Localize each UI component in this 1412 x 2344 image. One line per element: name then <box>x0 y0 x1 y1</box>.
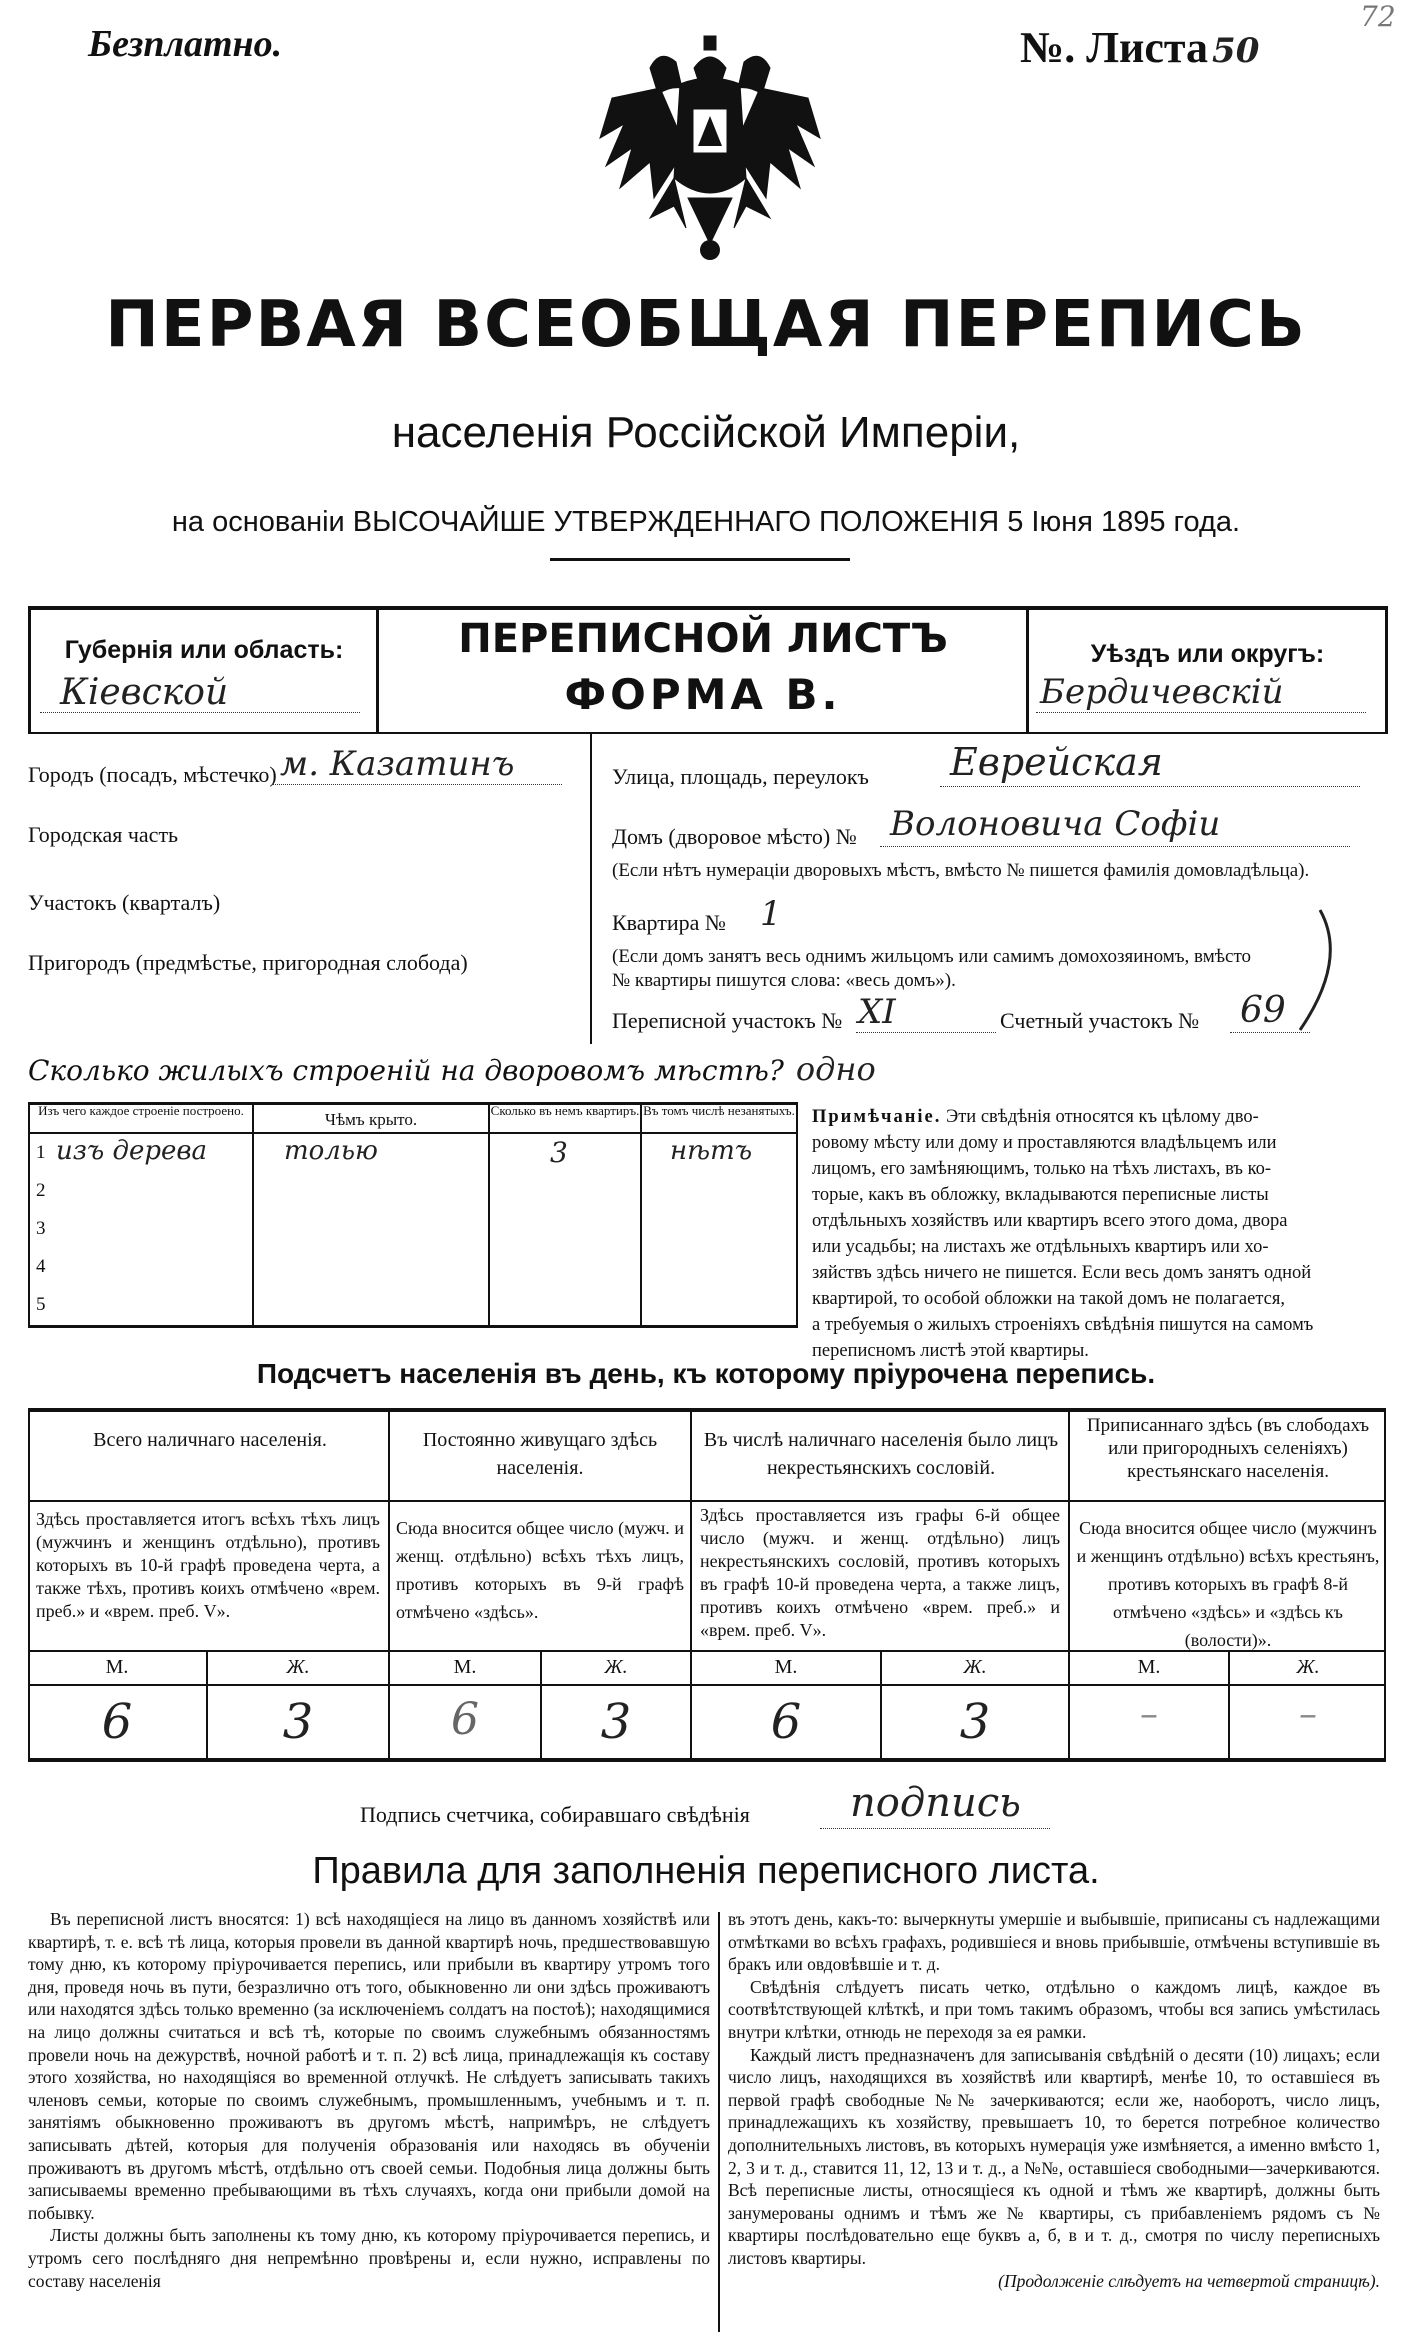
note-line: а требуемыя о жилыхъ строеніяхъ свѣдѣнія пишутся на самомъ <box>812 1315 1314 1335</box>
buildings-rows <box>30 1136 798 1326</box>
sheet-number-value: 50 <box>1212 31 1260 71</box>
form-head-divider-right <box>1026 606 1029 734</box>
sheet-number-label: №. Листа <box>1020 23 1209 72</box>
population-title: Подсчетъ населенія въ день, къ которому пріурочена перепись. <box>256 1358 1156 1389</box>
m-label-4: М. <box>1137 1656 1161 1678</box>
address-divider <box>590 734 592 1044</box>
buildings-header-rule <box>28 1132 798 1134</box>
uezd-value: Бердичевскій <box>1040 672 1284 712</box>
m-label-2: М. <box>453 1656 477 1678</box>
form-head-top-rule <box>28 606 1388 610</box>
city-part-label: Городская часть <box>28 822 179 847</box>
row-empty: нѣтъ <box>670 1136 753 1166</box>
f-label-1: Ж. <box>286 1656 310 1678</box>
form-head-bottom-rule <box>28 732 1388 734</box>
city-label: Городъ (посадъ, мѣстечко) <box>28 762 277 787</box>
census-subtitle: населенія Россійской Имперіи, <box>391 408 1021 457</box>
m-label-1: М. <box>105 1656 129 1678</box>
pen-curve-mark <box>1280 900 1350 1040</box>
census-district-label: Переписной участокъ № <box>612 1008 843 1033</box>
suburb-label: Пригородъ (предмѣстье, пригородная слобода) <box>28 950 468 975</box>
flat-note-1: (Если домъ занятъ весь однимъ жильцомъ или самимъ домохозяиномъ, вмѣсто <box>612 946 1252 967</box>
buildings-head-empty: Въ томъ числѣ незанятыхъ. <box>643 1103 795 1118</box>
form-title: ПЕРЕПИСНОЙ ЛИСТЪ <box>458 616 948 662</box>
rules-paragraph: Въ переписной листъ вносятся: 1) всѣ находящіеся на лицо въ данномъ хозяйствѣ или квартирѣ, т. е. всѣ тѣ лица, которыя провели въ данной квартирѣ ночь, предшествовавшую тому дню, къ которому пріурочивается перепись, или прибыли въ квартиру утромъ того дня, проведя ночь въ пути, безразлично отъ того, обыкновенно ли они здѣсь проживаютъ или находятся здѣсь только временно (за исключеніемъ солдатъ на постоѣ); находящимися на лицо должны считаться и всѣ тѣ, которые по своимъ служебнымъ обязанностямъ провели ночь на дежурствѣ, ночной работѣ и т. п. 2) всѣ лица, принадлежащія къ составу этого хозяйства, но находящіяся во временной отлучкѣ. Не слѣдуетъ записывать такихъ членовъ семьи, которые по своимъ служебнымъ, промышленнымъ, учебнымъ и т. п. занятіямъ обыкновенно проживаютъ въ другомъ мѣстѣ, напримѣръ, не слѣдуетъ записывать дѣтей, которыя для полученія образованія или находясь въ обученіи проживаютъ въ другомъ мѣстѣ, отдѣльно отъ своей семьи. Подобныя лица должны быть записываемы временно пребывающими въ тѣхъ случаяхъ, когда они прибыли домой на побывку. <box>28 1909 710 2223</box>
house-line <box>880 846 1350 847</box>
table-row <box>30 1288 798 1326</box>
rules-paragraph: Каждый листъ предназначенъ для записыванія свѣдѣній о десяти (10) лицахъ; если число лицъ, находящихся въ хозяйствѣ или квартирѣ, менѣе 10, то оставшіеся въ первой графѣ свободные №№ зачеркиваются; если же, наоборотъ, число лицъ, принадлежащихъ къ хозяйству, превышаетъ 10, то берется потребное количество дополнительныхъ листовъ, въ которыхъ нумерація уже измѣняется, а именно вмѣсто 1, 2, 3 и т. д., ставится 11, 12, 13 и т. д., а №№, оставшіеся свободными—зачеркиваются. Всѣ переписные листы, относящіеся къ одной и тѣмъ же квартирѣ, должны быть занумерованы однимъ и тѣмъ же № квартиры, съ прибавленіемъ рядомъ съ № квартиры послѣдовательно еще буквъ а, б, в и т. д., смотря по числу переписныхъ листовъ квартиры. <box>728 2044 1380 2268</box>
row-roof: толью <box>284 1136 378 1166</box>
f-label-4: Ж. <box>1296 1656 1320 1678</box>
gubernia-line <box>40 712 360 713</box>
form-letter: ФОРМА В. <box>564 670 842 719</box>
signature-value: подпись <box>850 1780 1021 1826</box>
census-basis: на основаніи ВЫСОЧАЙШЕ УТВЕРЖДЕННАГО ПОЛОЖЕНІЯ 5 Іюня 1895 года. <box>171 506 1241 538</box>
buildings-head-material: Изъ чего каждое строеніе построено. <box>38 1103 244 1118</box>
city-value: м. Казатинъ <box>280 744 515 784</box>
corner-mark: 72 <box>1360 0 1396 33</box>
census-title: ПЕРВАЯ ВСЕОБЩАЯ ПЕРЕПИСЬ <box>105 288 1307 362</box>
form-head-right-edge <box>1385 606 1388 734</box>
pop-head-permanent: Постоянно живущаго здѣсь населенія. <box>422 1429 658 1479</box>
sheet-number <box>1020 22 1259 73</box>
row-flats: 3 <box>550 1136 568 1169</box>
nonpeasant-m-value: 6 <box>770 1694 802 1750</box>
peasant-m-value: – <box>1140 1694 1158 1735</box>
note-line: торые, какъ въ обложку, вкладываются переписные листы <box>812 1185 1269 1205</box>
row-material: изъ дерева <box>56 1136 208 1166</box>
buildings-question <box>28 1050 876 1088</box>
row-number: 5 <box>36 1294 46 1315</box>
row-number: 4 <box>36 1256 46 1277</box>
street-line <box>940 786 1360 787</box>
table-row <box>30 1250 798 1288</box>
rules-paragraph: Свѣдѣнія слѣдуетъ писать четко, отдѣльно о каждомъ лицѣ, каждое въ соотвѣтствующей клѣткѣ, и при томъ такимъ образомъ, чтобы вся запись умѣстилась внутри клѣтки, отнюдь не переходя за ея рамки. <box>728 1976 1380 2042</box>
uezd-line <box>1036 712 1366 713</box>
note-line: Примѣчаніе. Эти свѣдѣнія относятся къ цѣлому дво- <box>812 1107 1259 1127</box>
permanent-m-value: 6 <box>451 1694 479 1745</box>
table-row <box>30 1136 798 1174</box>
rules-title: Правила для заполненія переписного листа. <box>312 1850 1100 1892</box>
note-line: отдѣльныхъ хозяйствъ или квартиръ всего этого дома, двора <box>812 1211 1288 1231</box>
note-line: или усадьбы; на листахъ же отдѣльныхъ квартиръ или хо- <box>812 1237 1269 1257</box>
rules-continued: (Продолженіе слѣдуетъ на четвертой страницѣ). <box>998 2270 1380 2291</box>
house-value: Волоновича Софіи <box>890 804 1221 844</box>
pop-head-nonpeasant: Въ числѣ наличнаго населенія было лицъ некрестьянскихъ сословій. <box>703 1429 1059 1479</box>
buildings-note <box>812 1104 1380 1364</box>
row-number: 2 <box>36 1180 46 1201</box>
counting-district-label: Счетный участокъ № <box>1000 1008 1200 1033</box>
form-head-divider-left <box>376 606 379 734</box>
pop-head-total: Всего наличнаго населенія. <box>93 1429 327 1451</box>
note-line: квартирой, то особой обложки на такой домъ не полагается, <box>812 1289 1285 1309</box>
city-line <box>272 784 562 785</box>
buildings-head-flats: Сколько въ немъ квартиръ. <box>490 1103 640 1118</box>
buildings-head-roof: Чѣмъ крыто. <box>324 1110 418 1129</box>
note-line: лицомъ, его замѣняющимъ, только на тѣхъ листахъ, въ ко- <box>812 1159 1272 1179</box>
separator <box>550 558 850 561</box>
pop-desc-permanent: Сюда вносится общее число (мужч. и женщ. отдѣльно) всѣхъ тѣхъ лицъ, противъ которыхъ въ 9-й графѣ отмѣчено «здѣсь». <box>396 1518 684 1622</box>
note-line: ровому мѣсту или дому и проставляются владѣльцемъ или <box>812 1133 1277 1153</box>
nonpeasant-f-value: 3 <box>959 1694 991 1750</box>
street-label: Улица, площадь, переулокъ <box>612 764 869 789</box>
f-label-3: Ж. <box>963 1656 987 1678</box>
rules-right-column <box>728 1908 1380 2292</box>
total-m-value: 6 <box>101 1694 133 1750</box>
pop-head-rule <box>28 1500 1386 1502</box>
form-head-left-edge <box>28 606 31 734</box>
street-value: Еврейская <box>950 740 1163 784</box>
rules-paragraph: Листы должны быть заполнены къ тому дню, къ которому пріурочивается перепись, и утромъ сего послѣдняго дня непремѣнно провѣрены и, если нужно, исправлены по составу населенія <box>28 2225 710 2291</box>
imperial-eagle-emblem <box>590 28 830 263</box>
pop-head-peasant: Приписаннаго здѣсь (въ слободахъ или пригородныхъ селеніяхъ) крестьянскаго населенія. <box>1086 1415 1370 1482</box>
rules-left-column <box>28 1908 710 2292</box>
note-head: Примѣчаніе. <box>812 1107 942 1127</box>
table-row <box>30 1212 798 1250</box>
uezd-label: Уѣздъ или округъ: <box>1090 640 1325 668</box>
table-row <box>30 1174 798 1212</box>
pop-desc-peasant: Сюда вносится общее число (мужчинъ и женщинъ отдѣльно) всѣхъ крестьянъ, противъ которыхъ въ графѣ 8-й отмѣчено «здѣсь» и «здѣсь къ (волости)». <box>1076 1518 1380 1650</box>
census-district-line <box>856 1032 996 1033</box>
flat-label: Квартира № <box>612 910 726 935</box>
rules-paragraph: въ этотъ день, какъ-то: вычеркнуты умершіе и выбывшіе, приписаны съ надлежащими отмѣтками во всѣхъ графахъ, родившіеся и вновь прибывшіе, отмѣчены вступившіе въ бракъ или овдовѣвшіе и т. д. <box>728 1909 1380 1975</box>
buildings-question-text: Сколько жилыхъ строеній на дворовомъ мѣстѣ? <box>28 1054 784 1087</box>
counting-district-value: 69 <box>1240 990 1286 1031</box>
pop-desc-total: Здѣсь проставляется итогъ всѣхъ тѣхъ лицъ (мужчинъ и женщинъ отдѣльно), противъ которыхъ въ 10-й графѣ проведена черта, а также тѣхъ, противъ коихъ отмѣчено «врем. преб.» и «врем. преб. V». <box>36 1509 380 1621</box>
f-label-2: Ж. <box>604 1656 628 1678</box>
flat-value: 1 <box>760 894 782 934</box>
row-number: 1 <box>36 1142 46 1163</box>
rules-divider <box>718 1912 720 2332</box>
pop-mf-rule <box>28 1684 1386 1686</box>
free-label: Безплатно. <box>88 23 283 65</box>
note-line: зяйствъ здѣсь ничего не пишется. Если весь домъ занятъ одной <box>812 1263 1312 1283</box>
total-f-value: 3 <box>282 1694 314 1750</box>
row-number: 3 <box>36 1218 46 1239</box>
gubernia-value: Кіевской <box>60 672 229 713</box>
house-note: (Если нѣтъ нумераціи дворовыхъ мѣстъ, вмѣсто № пишется фамилія домовладѣльца). <box>612 860 1310 881</box>
permanent-f-value: 3 <box>600 1694 632 1750</box>
census-district-value: XI <box>858 992 896 1032</box>
gubernia-label: Губернія или область: <box>64 636 344 664</box>
flat-note-2: № квартиры пишутся слова: «весь домъ»). <box>612 970 956 991</box>
signature-line <box>820 1828 1050 1829</box>
buildings-answer: одно <box>795 1050 876 1088</box>
district-label: Участокъ (кварталъ) <box>28 890 221 915</box>
note-line: переписномъ листѣ этой квартиры. <box>812 1341 1089 1361</box>
m-label-3: М. <box>774 1656 798 1678</box>
peasant-f-value: – <box>1299 1694 1317 1735</box>
pop-desc-nonpeasant: Здѣсь проставляется изъ графы 6-й общее число (мужч. и женщ. отдѣльно) лицъ некрестьянскихъ сословій, противъ которыхъ въ графѣ 10-й проведена черта, а также лицъ, противъ коихъ отмѣчено «врем. преб.» и «врем. преб. V». <box>700 1505 1060 1640</box>
house-label: Домъ (дворовое мѣсто) № <box>612 824 857 849</box>
signature-label: Подпись счетчика, собиравшаго свѣдѣнія <box>360 1802 750 1827</box>
